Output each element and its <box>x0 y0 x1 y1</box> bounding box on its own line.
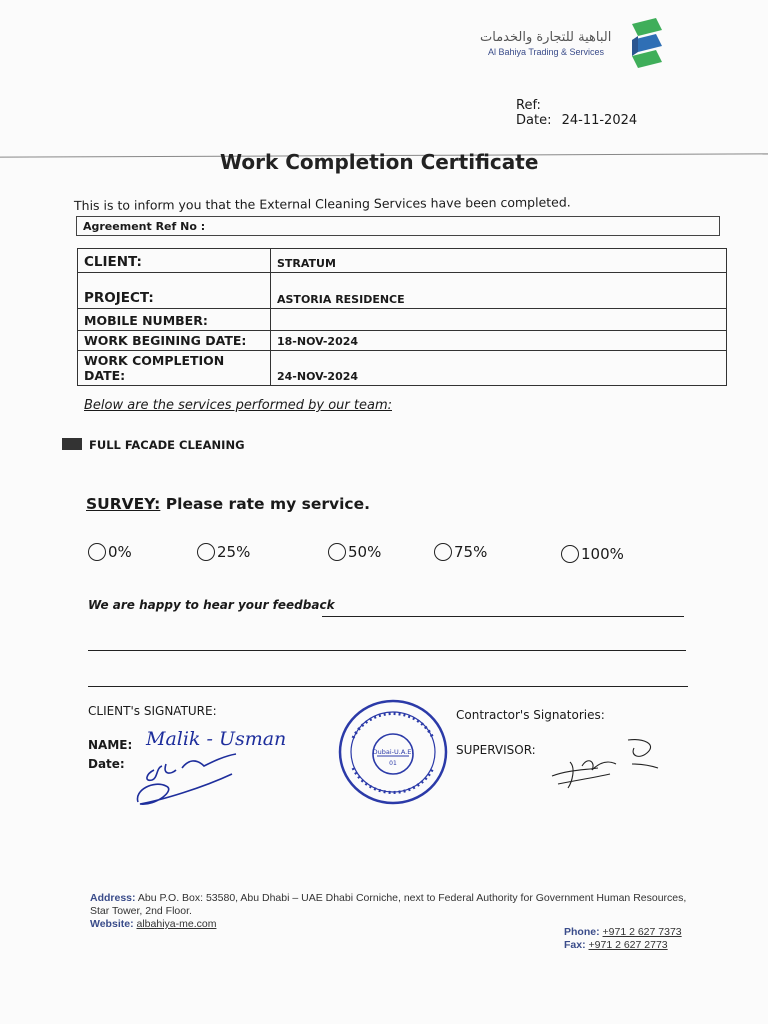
page-title: Work Completion Certificate <box>220 150 539 174</box>
client-label: CLIENT: <box>78 249 271 273</box>
supervisor-label: SUPERVISOR: <box>456 743 536 757</box>
rating-label: 25% <box>217 543 251 561</box>
services-intro: Below are the services performed by our team: <box>84 398 392 413</box>
radio-circle-icon[interactable] <box>561 545 579 563</box>
contractor-signatories-label: Contractor's Signatories: <box>456 708 605 722</box>
feedback-label: We are happy to hear your feedback <box>88 598 335 612</box>
website-link[interactable]: albahiya-me.com <box>136 918 217 930</box>
date-label: Date: <box>516 113 552 128</box>
signature-date-label: Date: <box>88 757 125 771</box>
radio-circle-icon[interactable] <box>328 543 346 561</box>
survey-heading <box>86 495 370 513</box>
agreement-ref-label: Agreement Ref No : <box>83 220 206 233</box>
project-label: PROJECT: <box>78 273 271 309</box>
begin-date-label: WORK BEGINING DATE: <box>78 331 271 351</box>
table-row <box>78 249 727 273</box>
table-row <box>78 351 727 386</box>
phone-link[interactable]: +971 2 627 7373 <box>602 926 682 938</box>
date-value: 24-11-2024 <box>561 113 638 128</box>
agreement-ref-field <box>76 216 720 236</box>
feedback-line[interactable] <box>88 686 688 687</box>
radio-circle-icon[interactable] <box>197 543 215 561</box>
company-name-english: Al Bahiya Trading & Services <box>488 47 605 57</box>
survey-label: SURVEY: <box>86 495 161 513</box>
project-value: ASTORIA RESIDENCE <box>271 273 727 309</box>
radio-circle-icon[interactable] <box>434 543 452 561</box>
stamp-city: Dubai-U.A.E. <box>372 748 414 756</box>
feedback-line[interactable] <box>88 650 686 651</box>
fax-link[interactable]: +971 2 627 2773 <box>588 939 668 951</box>
footer-contact <box>564 926 682 952</box>
handwritten-name: Malik - Usman <box>146 728 287 750</box>
completion-date-label: WORK COMPLETION DATE: <box>78 351 271 386</box>
website-label: Website: <box>90 918 134 930</box>
client-signature-label: CLIENT's SIGNATURE: <box>88 704 217 718</box>
project-info-table <box>77 248 727 386</box>
feedback-line[interactable] <box>322 616 684 617</box>
fax-label: Fax: <box>564 939 586 951</box>
ref-label: Ref: <box>516 98 541 113</box>
begin-date-value: 18-NOV-2024 <box>271 331 727 351</box>
company-name-arabic: الباهية للتجارة والخدمات <box>480 30 612 45</box>
rating-option-100[interactable] <box>561 545 624 563</box>
table-row <box>78 273 727 309</box>
stamp-number: 01 <box>389 760 397 767</box>
rating-option-75[interactable] <box>434 543 487 561</box>
address-text: Abu P.O. Box: 53580, Abu Dhabi – UAE Dhabi Corniche, next to Federal Authority for Government Human Resources, Star Tower, 2nd Floor. <box>90 892 687 917</box>
rating-label: 0% <box>108 543 132 561</box>
supervisor-signature-icon <box>548 738 660 794</box>
date-row <box>516 113 637 128</box>
rating-option-25[interactable] <box>197 543 250 561</box>
mobile-value <box>271 309 727 331</box>
survey-prompt: Please rate my service. <box>165 495 371 513</box>
phone-label: Phone: <box>564 926 600 938</box>
client-signature-icon <box>132 752 252 812</box>
mobile-label: MOBILE NUMBER: <box>78 309 271 331</box>
completion-date-value: 24-NOV-2024 <box>271 351 727 386</box>
rating-label: 75% <box>454 543 488 561</box>
rating-option-0[interactable] <box>88 543 132 561</box>
table-row <box>78 309 727 331</box>
radio-circle-icon[interactable] <box>88 543 106 561</box>
rating-label: 50% <box>348 543 382 561</box>
intro-text: This is to inform you that the External Cleaning Services have been completed. <box>73 194 571 213</box>
name-label: NAME: <box>88 738 133 752</box>
rating-label: 100% <box>581 545 624 563</box>
client-value: STRATUM <box>271 249 727 273</box>
company-stamp-icon <box>337 698 449 806</box>
service-item: FULL FACADE CLEANING <box>89 438 245 452</box>
company-logo-icon <box>630 18 664 70</box>
table-row <box>78 331 727 351</box>
address-label: Address: <box>90 892 136 904</box>
rating-option-50[interactable] <box>328 543 381 561</box>
service-checkbox <box>62 438 82 450</box>
